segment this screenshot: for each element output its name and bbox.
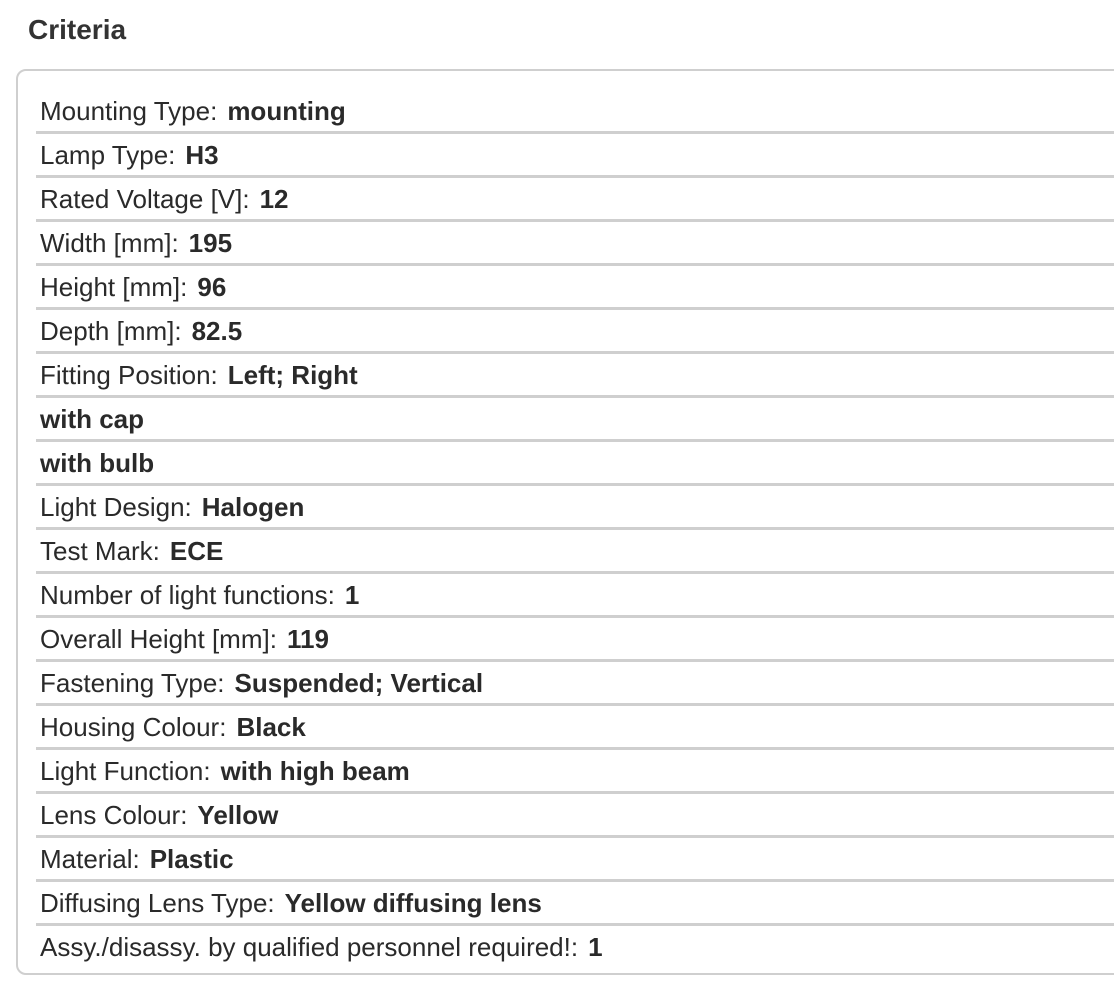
criteria-label: Overall Height [mm]: (40, 624, 277, 654)
criteria-label: Housing Colour: (40, 712, 227, 742)
criteria-row (36, 442, 1114, 486)
criteria-row (36, 530, 1114, 574)
criteria-row (36, 618, 1114, 662)
criteria-row (36, 486, 1114, 530)
criteria-value: mounting (227, 96, 346, 126)
criteria-value: 1 (344, 580, 360, 610)
criteria-row (36, 266, 1114, 310)
criteria-value: 195 (188, 228, 233, 258)
criteria-row (36, 750, 1114, 794)
criteria-row (36, 134, 1114, 178)
criteria-label: Height [mm]: (40, 272, 188, 302)
criteria-value: Yellow (197, 800, 279, 830)
criteria-value: with cap (40, 404, 145, 434)
criteria-row (36, 794, 1114, 838)
criteria-value: 1 (588, 932, 603, 962)
criteria-value: 82.5 (191, 316, 243, 346)
criteria-label: Light Function: (40, 756, 211, 786)
criteria-row (36, 574, 1114, 618)
criteria-label: Depth [mm]: (40, 316, 182, 346)
criteria-value: Black (236, 712, 306, 742)
criteria-row (36, 90, 1114, 134)
criteria-label: Diffusing Lens Type: (40, 888, 275, 918)
criteria-label: Number of light functions: (40, 580, 335, 610)
criteria-label: Fastening Type: (40, 668, 225, 698)
criteria-label: Rated Voltage [V]: (40, 184, 250, 214)
criteria-label: Assy./disassy. by qualified personnel required!: (40, 932, 579, 962)
criteria-value: ECE (169, 536, 224, 566)
criteria-row (36, 882, 1114, 926)
criteria-label: Test Mark: (40, 536, 160, 566)
criteria-value: Left; Right (227, 360, 358, 390)
criteria-row (36, 310, 1114, 354)
criteria-value: 119 (286, 624, 329, 654)
criteria-label: Width [mm]: (40, 228, 179, 258)
criteria-label: Lamp Type: (40, 140, 176, 170)
criteria-label: Lens Colour: (40, 800, 188, 830)
criteria-row (36, 178, 1114, 222)
criteria-value: with bulb (40, 448, 155, 478)
criteria-value: Suspended; Vertical (234, 668, 484, 698)
criteria-row (36, 926, 1114, 967)
criteria-label: Light Design: (40, 492, 192, 522)
criteria-value: Yellow diffusing lens (284, 888, 542, 918)
criteria-value: H3 (185, 140, 219, 170)
criteria-label: Material: (40, 844, 140, 874)
criteria-heading: Criteria (28, 14, 127, 45)
criteria-label: Fitting Position: (40, 360, 218, 390)
criteria-value: with high beam (220, 756, 410, 786)
criteria-row (36, 354, 1114, 398)
criteria-label: Mounting Type: (40, 96, 218, 126)
criteria-list (36, 90, 1114, 967)
criteria-value: 96 (197, 272, 227, 302)
criteria-row (36, 222, 1114, 266)
criteria-row (36, 706, 1114, 750)
criteria-row (36, 838, 1114, 882)
criteria-value: 12 (259, 184, 289, 214)
criteria-value: Halogen (201, 492, 305, 522)
criteria-row (36, 398, 1114, 442)
criteria-row (36, 662, 1114, 706)
criteria-value: Plastic (149, 844, 234, 874)
